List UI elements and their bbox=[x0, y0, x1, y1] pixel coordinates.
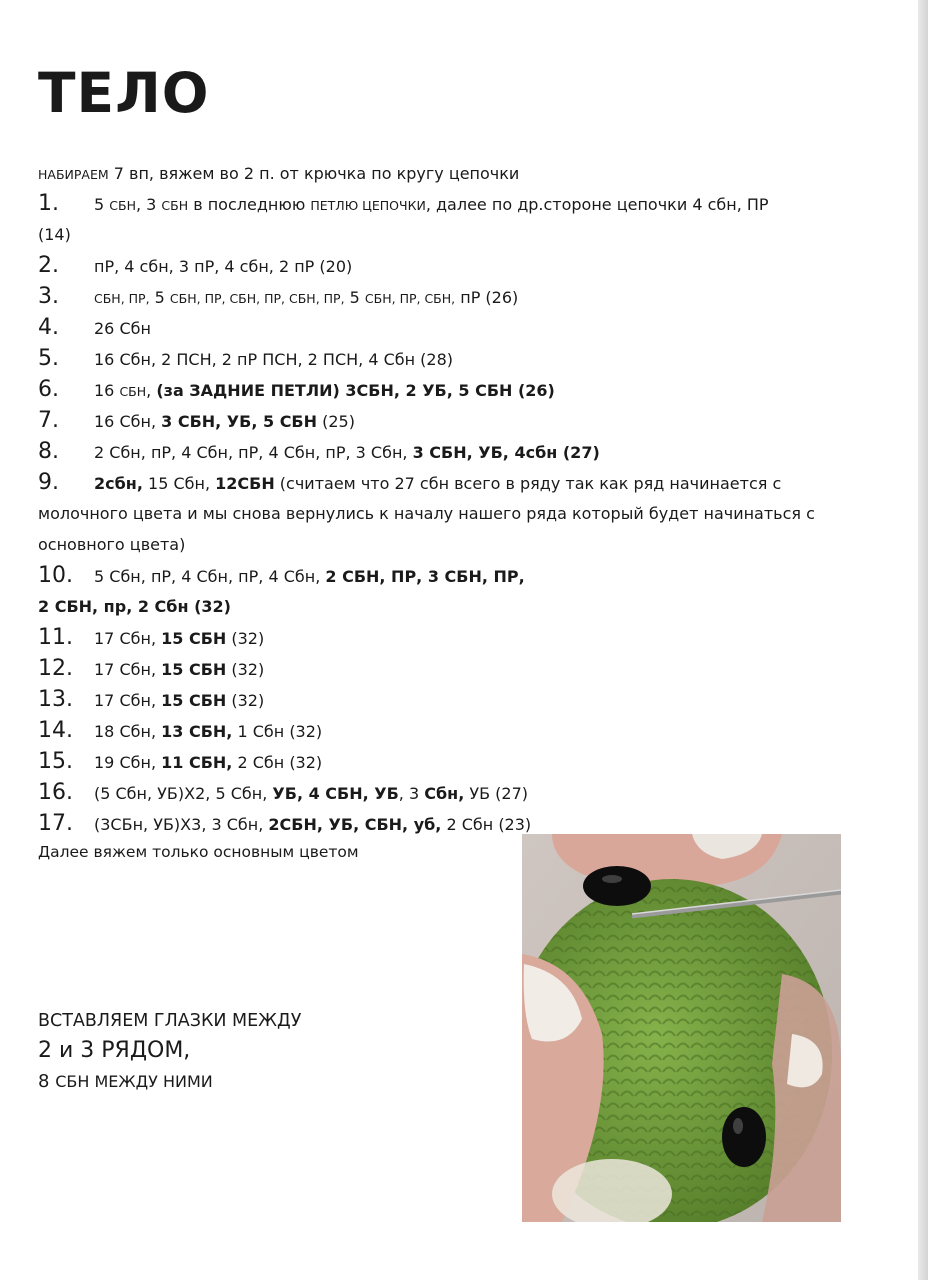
row-text: 3 СБН, УБ, 5 СБН bbox=[161, 412, 318, 431]
row-text: СБН bbox=[109, 198, 136, 213]
row-text: (5 Сбн, УБ)Х2, 5 Сбн, bbox=[94, 784, 273, 803]
safety-eye-top bbox=[583, 866, 651, 906]
row-text: 2 Сбн, пР, 4 Сбн, пР, 4 Сбн, пР, 3 Сбн, bbox=[94, 443, 413, 462]
row-number: 8. bbox=[38, 439, 59, 464]
row-text: СБН bbox=[119, 384, 147, 399]
row-text: УБ, 4 СБН, УБ bbox=[272, 784, 399, 803]
intro-text bbox=[38, 164, 519, 183]
row-text: 17 Сбн, bbox=[94, 629, 162, 648]
eyes-line-3-rest: СБН МЕЖДУ НИМИ bbox=[55, 1072, 213, 1091]
row-text: 19 Сбн, bbox=[94, 753, 162, 772]
page-title: ТЕЛО bbox=[38, 61, 210, 125]
crochet-photo bbox=[522, 834, 841, 1222]
row-text: (считаем что 27 сбн всего в ряду так как ряд начинается с bbox=[274, 474, 782, 493]
instruction-row bbox=[38, 343, 838, 375]
after-text: Далее вяжем только основным цветом bbox=[38, 843, 359, 861]
page-edge bbox=[918, 0, 928, 1280]
instruction-row bbox=[38, 684, 838, 716]
row-text: 5 bbox=[94, 195, 110, 214]
row-text: 18 Сбн, bbox=[94, 722, 162, 741]
intro-prefix: НАБИРАЕМ bbox=[38, 167, 109, 182]
row-text: СБН, ПР, СБН, bbox=[364, 291, 456, 306]
instruction-row bbox=[38, 405, 838, 437]
row-number: 12. bbox=[38, 656, 73, 681]
row-number: 1. bbox=[38, 191, 59, 216]
eyes-line-2: 2 и 3 РЯДОМ, bbox=[38, 1038, 191, 1063]
row-text: , 3 bbox=[135, 195, 162, 214]
instruction-row bbox=[38, 188, 838, 221]
row-text: 5 bbox=[149, 288, 170, 307]
row-text: (32) bbox=[226, 629, 265, 648]
row-text: 16 Сбн, 2 ПСН, 2 пР ПСН, 2 ПСН, 4 Сбн (28) bbox=[94, 350, 454, 369]
row-number: 15. bbox=[38, 749, 73, 774]
row-text: 2 Сбн (23) bbox=[441, 815, 532, 834]
row-text: (25) bbox=[317, 412, 355, 431]
instruction-row bbox=[38, 312, 838, 344]
instruction-row bbox=[38, 467, 838, 499]
row-number: 2. bbox=[38, 253, 59, 278]
row-text: 16 bbox=[94, 381, 120, 400]
row-text: (32) bbox=[226, 691, 265, 710]
row-text: 11 СБН, bbox=[161, 753, 233, 772]
row-text: 13 СБН, bbox=[161, 722, 233, 741]
row-continuation: молочного цвета и мы снова вернулись к началу нашего ряда который будет начинаться с bbox=[38, 504, 815, 523]
row-text: , далее по др.стороне цепочки 4 сбн, ПР bbox=[425, 195, 769, 214]
row-text: 5 Сбн, пР, 4 Сбн, пР, 4 Сбн, bbox=[94, 567, 326, 586]
row-number: 6. bbox=[38, 377, 59, 402]
row-number: 4. bbox=[38, 315, 59, 340]
instruction-row bbox=[38, 250, 838, 282]
row-number: 5. bbox=[38, 346, 59, 371]
row-number: 11. bbox=[38, 625, 73, 650]
row-text: 15 СБН bbox=[161, 629, 227, 648]
row-text: 3 СБН, УБ, 4сбн (27) bbox=[412, 443, 600, 462]
row-text: в последнюю bbox=[188, 195, 311, 214]
instruction-row bbox=[38, 777, 838, 809]
row-text: ПЕТЛЮ ЦЕПОЧКИ bbox=[310, 198, 426, 213]
row-text: 12СБН bbox=[215, 474, 275, 493]
row-number: 9. bbox=[38, 470, 59, 495]
row-text: 2 СБН, ПР, 3 СБН, ПР, bbox=[325, 567, 525, 586]
row-continuation: 2 СБН, пр, 2 Сбн (32) bbox=[38, 597, 231, 616]
row-text: (за ЗАДНИЕ ПЕТЛИ) 3СБН, 2 УБ, 5 СБН (26) bbox=[156, 381, 555, 400]
eyes-line-1: ВСТАВЛЯЕМ ГЛАЗКИ МЕЖДУ bbox=[38, 1011, 302, 1031]
row-text: 17 Сбн, bbox=[94, 660, 162, 679]
row-text: пР, 4 сбн, 3 пР, 4 сбн, 2 пР (20) bbox=[94, 257, 353, 276]
instruction-row bbox=[38, 653, 838, 685]
eyes-line-3-num: 8 bbox=[38, 1071, 56, 1092]
row-text: СБН, ПР, СБН, ПР, СБН, ПР, bbox=[169, 291, 345, 306]
row-text: , bbox=[146, 381, 157, 400]
row-number: 7. bbox=[38, 408, 59, 433]
row-text: СБН bbox=[161, 198, 189, 213]
instruction-row bbox=[38, 715, 838, 747]
row-text: 15 СБН bbox=[161, 660, 227, 679]
row-text: пР (26) bbox=[455, 288, 519, 307]
row-text: 15 СБН bbox=[161, 691, 227, 710]
safety-eye-bottom bbox=[722, 1107, 766, 1167]
row-text: 15 Сбн, bbox=[142, 474, 216, 493]
row-text: Сбн, bbox=[424, 784, 465, 803]
row-text: 2 Сбн (32) bbox=[232, 753, 323, 772]
intro-rest: 7 вп, вяжем во 2 п. от крючка по кругу цепочки bbox=[108, 164, 520, 183]
row-text: 17 Сбн, bbox=[94, 691, 162, 710]
row-text: 26 Сбн bbox=[94, 319, 151, 338]
eyes-line-3 bbox=[38, 1068, 301, 1096]
row-number: 3. bbox=[38, 284, 59, 309]
row-text: (32) bbox=[226, 660, 265, 679]
row-number: 16. bbox=[38, 780, 73, 805]
eyes-note bbox=[38, 1008, 301, 1096]
row-continuation: основного цвета) bbox=[38, 535, 186, 554]
row-text: УБ (27) bbox=[464, 784, 529, 803]
row-text: , 3 bbox=[398, 784, 425, 803]
instruction-row bbox=[38, 560, 838, 592]
row-text: 2СБН, УБ, СБН, уб, bbox=[268, 815, 442, 834]
instruction-row bbox=[38, 436, 838, 468]
instruction-row bbox=[38, 281, 838, 314]
row-number: 13. bbox=[38, 687, 73, 712]
row-text: СБН, ПР, bbox=[94, 291, 150, 306]
row-number: 10. bbox=[38, 563, 73, 588]
row-continuation: (14) bbox=[38, 225, 71, 244]
row-text: (3СБн, УБ)Х3, 3 Сбн, bbox=[94, 815, 269, 834]
instruction-row bbox=[38, 374, 838, 407]
instruction-row bbox=[38, 622, 838, 654]
row-text: 1 Сбн (32) bbox=[232, 722, 323, 741]
row-text: 2сбн, bbox=[94, 474, 143, 493]
row-text: 5 bbox=[344, 288, 365, 307]
crochet-photo-illustration bbox=[522, 834, 841, 1222]
instruction-row bbox=[38, 746, 838, 778]
row-number: 17. bbox=[38, 811, 73, 836]
row-number: 14. bbox=[38, 718, 73, 743]
row-text: 16 Сбн, bbox=[94, 412, 162, 431]
